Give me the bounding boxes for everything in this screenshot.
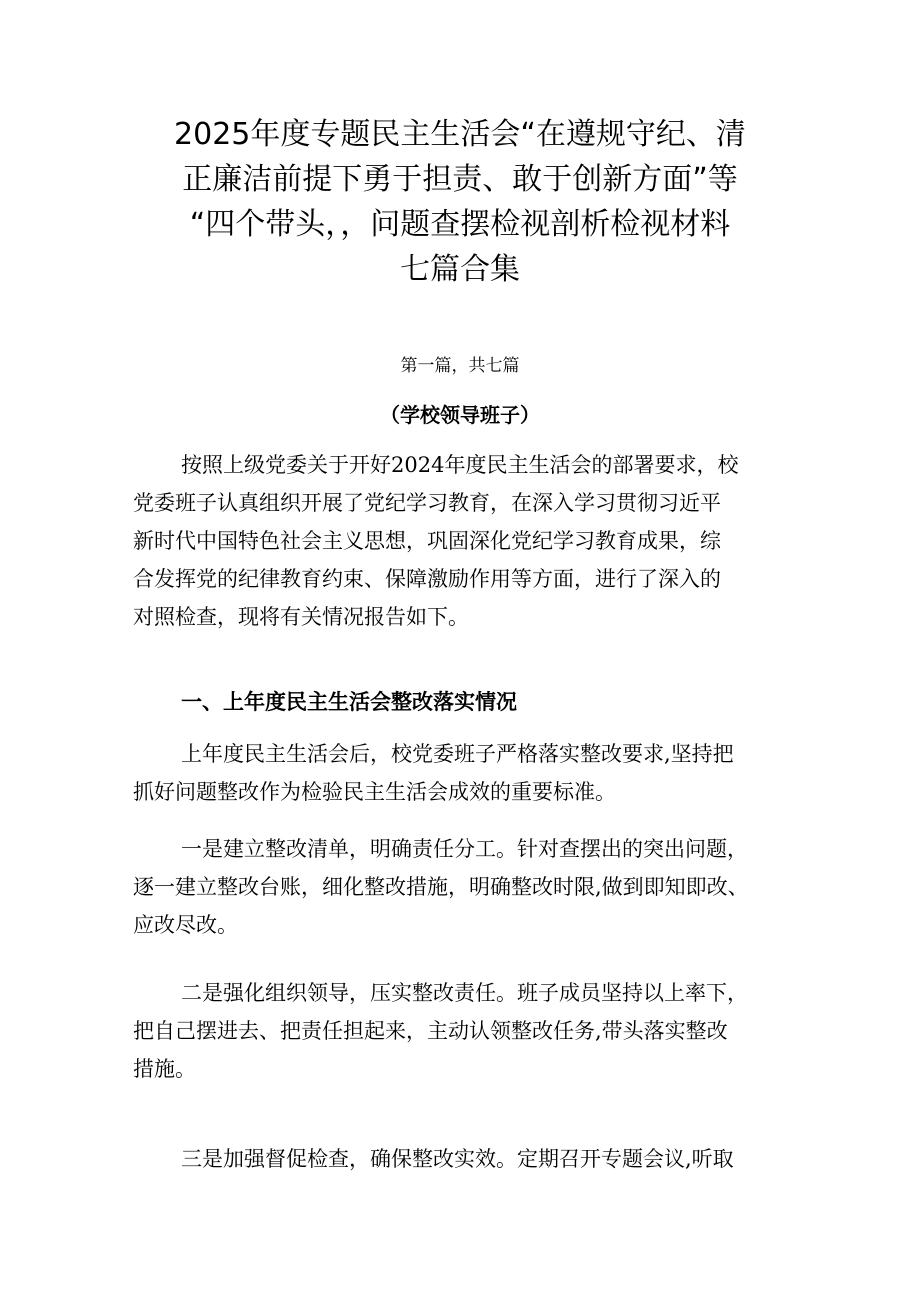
title-line: 正廉洁前提下勇于担责、敢于创新方面”等 [182,162,738,197]
unit-label: （学校领导班子） [380,403,540,427]
paragraph-line: 一是建立整改清单，明确责任分工。针对查摆出的突出问题， [181,837,748,861]
paragraph-line: 措施。 [133,1057,196,1081]
paragraph-line: 三是加强督促检查，确保整改实效。定期召开专题会议,听取 [181,1147,734,1171]
paragraph-line: 新时代中国特色社会主义思想，巩固深化党纪学习教育成果，综 [133,529,721,553]
section1-paragraph [133,735,797,811]
paragraph-line: 按照上级党委关于开好2024年度民主生活会的部署要求，校 [181,453,739,477]
title-line: “四个带头，，问题查摆检视剖析检视材料 [189,207,731,242]
paragraph-line: 二是强化组织领导，压实整改责任。班子成员坚持以上率下， [181,981,748,1005]
intro-paragraph [133,446,797,636]
paragraph-line: 抓好问题整改作为检验民主生活会成效的重要标准。 [133,780,616,804]
paragraph-line: 逐一建立整改台账，细化整改措施，明确整改时限,做到即知即改、 [133,875,749,899]
title-line: 2025年度专题民主生活会“在遵规守纪、清 [174,117,746,152]
paragraph-line: 上年度民主生活会后，校党委班子严格落实整改要求,坚持把 [181,742,734,766]
section-heading: 一、上年度民主生活会整改落实情况 [181,690,517,714]
paragraph-line: 应改尽改。 [133,913,238,937]
point3-paragraph [133,1140,797,1178]
document-title [110,112,810,292]
paragraph-line: 把自己摆进去、把责任担起来，主动认领整改任务,带头落实整改 [133,1019,728,1043]
paragraph-line: 党委班子认真组织开展了党纪学习教育，在深入学习贯彻习近平 [133,491,721,515]
part-subtitle: 第一篇，共七篇 [400,356,520,376]
point2-paragraph [133,974,797,1088]
point1-paragraph [133,830,797,944]
paragraph-line: 对照检查，现将有关情况报告如下。 [133,605,469,629]
paragraph-line: 合发挥党的纪律教育约束、保障激励作用等方面，进行了深入的 [133,567,721,591]
title-line: 七篇合集 [400,252,520,287]
